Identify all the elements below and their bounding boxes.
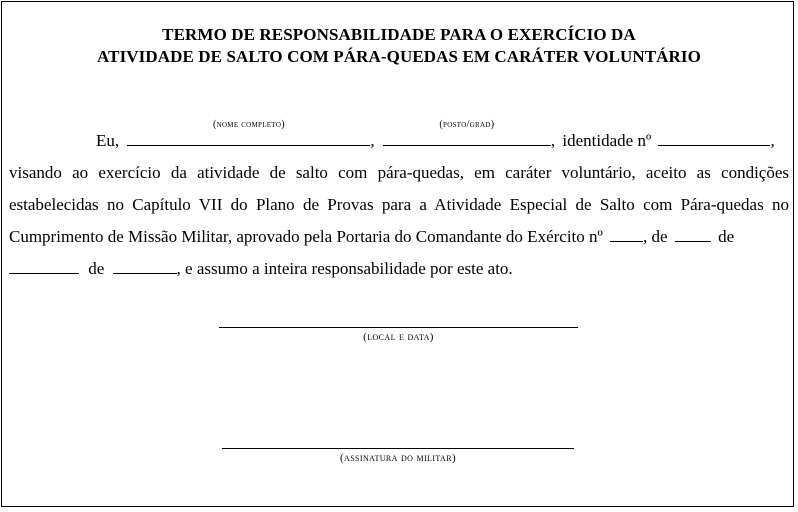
nome-completo-field[interactable]	[127, 119, 370, 146]
identidade-label: identidade nº	[562, 131, 652, 150]
document-title-line2: ATIVIDADE DE SALTO COM PÁRA-QUEDAS EM CARÁTER VOLUNTÁRIO	[97, 47, 701, 66]
assinatura-line[interactable]	[222, 448, 574, 449]
line4-de: , de	[643, 227, 668, 246]
posto-grad-label: (posto/grad)	[439, 119, 495, 130]
line5-end: , e assumo a inteira responsabilidade por este ato.	[176, 259, 513, 278]
local-data-label: (local e data)	[363, 331, 434, 343]
document-frame	[1, 1, 794, 507]
declaration-line-5	[9, 258, 789, 280]
line4-de-2: de	[718, 227, 735, 246]
local-data-line[interactable]	[219, 327, 578, 328]
comma-1: ,	[370, 131, 375, 150]
portaria-mes-field[interactable]	[9, 258, 79, 274]
comma-2: ,	[550, 131, 556, 150]
declaration-line-4	[9, 226, 789, 248]
line4-text: Cumprimento de Missão Militar, aprovado pela Portaria do Comandante do Exército nº	[9, 227, 603, 246]
eu-label: Eu,	[96, 131, 120, 150]
declaration-line-1	[9, 119, 789, 152]
portaria-ano-field[interactable]	[113, 258, 177, 274]
nome-completo-label: (nome completo)	[212, 119, 285, 130]
identidade-field[interactable]	[658, 130, 770, 146]
declaration-line-2: visando ao exercício da atividade de salto com pára-quedas, em caráter voluntário, aceito as condições	[9, 163, 789, 182]
assinatura-label: (assinatura do militar)	[339, 452, 457, 464]
posto-grad-field[interactable]	[383, 119, 551, 146]
comma-3: ,	[770, 131, 775, 150]
declaration-line-3: estabelecidas no Capítulo VII do Plano de Provas para a Atividade Especial de Salto com Pára-quedas no	[9, 195, 789, 214]
document-title-line1: TERMO DE RESPONSABILIDADE PARA O EXERCÍCIO DA	[162, 25, 636, 44]
portaria-dia-field[interactable]	[675, 226, 711, 242]
line5-de: de	[88, 259, 105, 278]
portaria-numero-field[interactable]	[610, 226, 643, 242]
